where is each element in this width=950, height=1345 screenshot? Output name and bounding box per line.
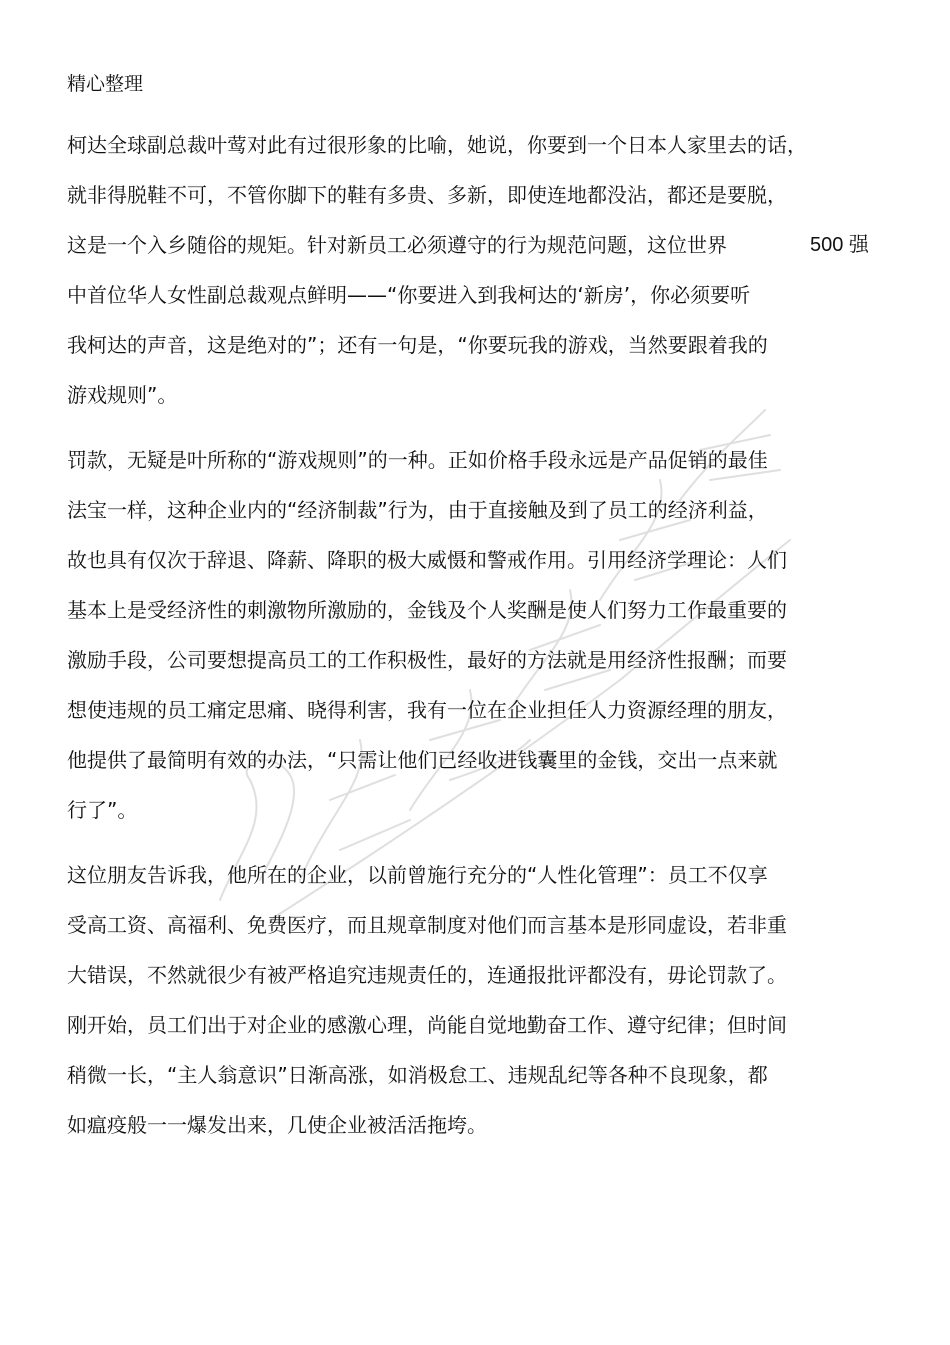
text-line: 我柯达的声音，这是绝对的”；还有一句是，“你要玩我的游戏，当然要跟着我的 — [67, 333, 768, 357]
text-line: 刚开始，员工们出于对企业的感激心理，尚能自觉地勤奋工作、遵守纪律；但时间 — [67, 1013, 787, 1037]
text-line: 法宝一样，这种企业内的“经济制裁”行为，由于直接触及到了员工的经济利益， — [67, 498, 768, 522]
text-line: 就非得脱鞋不可，不管你脚下的鞋有多贵、多新，即使连地都没沾，都还是要脱， — [67, 183, 787, 207]
text-line: 激励手段，公司要想提高员工的工作积极性，最好的方法就是用经济性报酬；而要 — [67, 648, 787, 672]
text-line: 他提供了最简明有效的办法，“只需让他们已经收进钱囊里的金钱，交出一点来就 — [67, 748, 778, 772]
text-line: 柯达全球副总裁叶莺对此有过很形象的比喻，她说，你要到一个日本人家里去的话， — [67, 133, 807, 157]
text-line: 中首位华人女性副总裁观点鲜明——“你要进入到我柯达的‘新房’，你必须要听 — [67, 283, 751, 307]
text-line: 故也具有仅次于辞退、降薪、降职的极大威慑和警戒作用。引用经济学理论：人们 — [67, 548, 787, 572]
text-line: 想使违规的员工痛定思痛、晓得利害，我有一位在企业担任人力资源经理的朋友， — [67, 698, 787, 722]
text-line: 行了”。 — [67, 798, 138, 822]
right-fragment: 500 强 — [810, 234, 869, 256]
text-line: 这是一个入乡随俗的规矩。针对新员工必须遵守的行为规范问题，这位世界 — [67, 233, 727, 257]
text-line: 稍微一长，“主人翁意识”日渐高涨，如消极怠工、违规乱纪等各种不良现象，都 — [67, 1063, 768, 1087]
text-line: 受高工资、高福利、免费医疗，而且规章制度对他们而言基本是形同虚设，若非重 — [67, 913, 787, 937]
text-line: 基本上是受经济性的刺激物所激励的，金钱及个人奖酬是使人们努力工作最重要的 — [67, 598, 787, 622]
page-header: 精心整理 — [67, 73, 144, 95]
text-line: 大错误，不然就很少有被严格追究违规责任的，连通报批评都没有，毋论罚款了。 — [67, 963, 787, 987]
text-line: 这位朋友告诉我，他所在的企业，以前曾施行充分的“人性化管理”：员工不仅享 — [67, 863, 768, 887]
text-line: 罚款，无疑是叶所称的“游戏规则”的一种。正如价格手段永远是产品促销的最佳 — [67, 448, 768, 472]
text-line: 如瘟疫般一一爆发出来，几使企业被活活拖垮。 — [67, 1113, 487, 1137]
text-line: 游戏规则”。 — [67, 383, 178, 407]
